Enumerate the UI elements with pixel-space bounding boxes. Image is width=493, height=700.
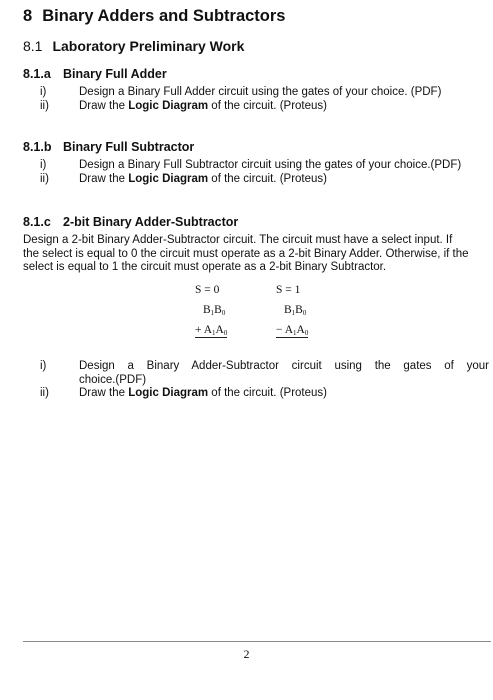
operand-subscript: 0	[221, 309, 226, 317]
operand-subscript: 1	[291, 309, 296, 317]
text-run: of the circuit. (Proteus)	[208, 387, 327, 399]
list-marker: ii)	[40, 387, 49, 399]
text-line: choice.(PDF)	[79, 373, 147, 386]
adder-subtractor-task-list	[40, 360, 489, 401]
section-title: Binary Adders and Subtractors	[42, 7, 286, 25]
section-heading	[23, 7, 285, 26]
equation-adder	[195, 280, 227, 340]
list-item	[40, 86, 489, 100]
operand-subscript: 1	[210, 309, 215, 317]
bold-term: Logic Diagram	[128, 387, 209, 399]
section-number: 8	[23, 7, 33, 25]
heading-title: Binary Full Adder	[63, 67, 167, 81]
operand-symbol: A	[284, 324, 294, 336]
list-item	[40, 173, 489, 187]
subsection-heading	[23, 38, 244, 54]
equation-select: S = 0	[195, 284, 220, 296]
operand-subscript: 1	[212, 329, 216, 337]
operand-subscript: 1	[293, 329, 297, 337]
list-item	[40, 387, 489, 401]
text-run: of the circuit. (Proteus)	[208, 99, 327, 112]
list-item-text	[79, 387, 489, 401]
equation-operand-b	[276, 300, 308, 320]
operand-subscript: 0	[302, 309, 307, 317]
subsection-title: Laboratory Preliminary Work	[52, 38, 245, 54]
footer-divider	[23, 641, 491, 642]
text-run: Draw the	[79, 172, 129, 185]
heading-number: 8.1.a	[23, 67, 51, 81]
text-run: of the circuit. (Proteus)	[208, 172, 327, 185]
operand-symbol: A	[215, 324, 224, 336]
operand-symbol: A	[203, 324, 213, 336]
list-marker: ii)	[40, 172, 49, 185]
equation-operand-a	[195, 320, 227, 340]
equation-select: S = 1	[276, 284, 301, 296]
heading-number: 8.1.c	[23, 215, 51, 229]
heading-full-adder	[23, 67, 167, 81]
list-marker: i)	[40, 86, 47, 98]
text-line: Design a Binary Adder-Subtractor circuit using the gates of your	[79, 360, 489, 372]
operand-symbol: A	[296, 324, 305, 336]
underlined-operand	[195, 324, 227, 338]
list-item	[40, 100, 489, 114]
list-marker: ii)	[40, 99, 49, 112]
underlined-operand	[276, 324, 308, 338]
heading-full-subtractor	[23, 140, 194, 154]
operand-symbol: B	[284, 304, 292, 316]
subsection-number: 8.1	[23, 38, 43, 54]
bold-term: Logic Diagram	[128, 99, 209, 112]
heading-adder-subtractor	[23, 215, 238, 229]
full-subtractor-task-list	[40, 159, 489, 186]
page-number: 2	[243, 647, 250, 661]
equation-operand-a	[276, 320, 308, 340]
heading-title: Binary Full Subtractor	[63, 140, 195, 154]
operator: −	[276, 324, 285, 336]
bold-term: Logic Diagram	[128, 172, 209, 185]
heading-title: 2-bit Binary Adder-Subtractor	[63, 215, 239, 229]
operand-symbol: B	[214, 304, 222, 316]
operand-symbol: B	[295, 304, 303, 316]
text-run: Draw the	[79, 99, 129, 112]
list-item-text	[79, 100, 489, 114]
list-marker: i)	[40, 159, 47, 171]
equation-operand-b	[195, 300, 227, 320]
full-adder-task-list	[40, 86, 489, 113]
operand-subscript: 0	[304, 329, 309, 337]
operand-symbol: B	[203, 304, 211, 316]
list-item-text: Design a Binary Full Adder circuit using the gates of your choice. (PDF)	[79, 86, 442, 98]
heading-number: 8.1.b	[23, 140, 52, 154]
list-marker: i)	[40, 360, 47, 372]
list-item	[40, 360, 489, 387]
list-item-text	[79, 173, 489, 187]
list-item-text	[79, 360, 489, 387]
operator: +	[195, 324, 204, 336]
text-run: Draw the	[79, 387, 129, 399]
adder-subtractor-description: Design a 2-bit Binary Adder-Subtractor circuit. The circuit must have a select input. If the select is equal to 0 the circuit must operate as a 2-bit Binary Adder. Otherwise, if the select is equal to 1 the circuit must operate as a 2-bit Binary Subtractor.	[23, 234, 469, 273]
list-item-text: Design a Binary Full Subtractor circuit using the gates of your choice.(PDF)	[79, 159, 462, 171]
equation-subtractor	[276, 280, 308, 340]
list-item	[40, 159, 489, 173]
operand-subscript: 0	[223, 329, 228, 337]
